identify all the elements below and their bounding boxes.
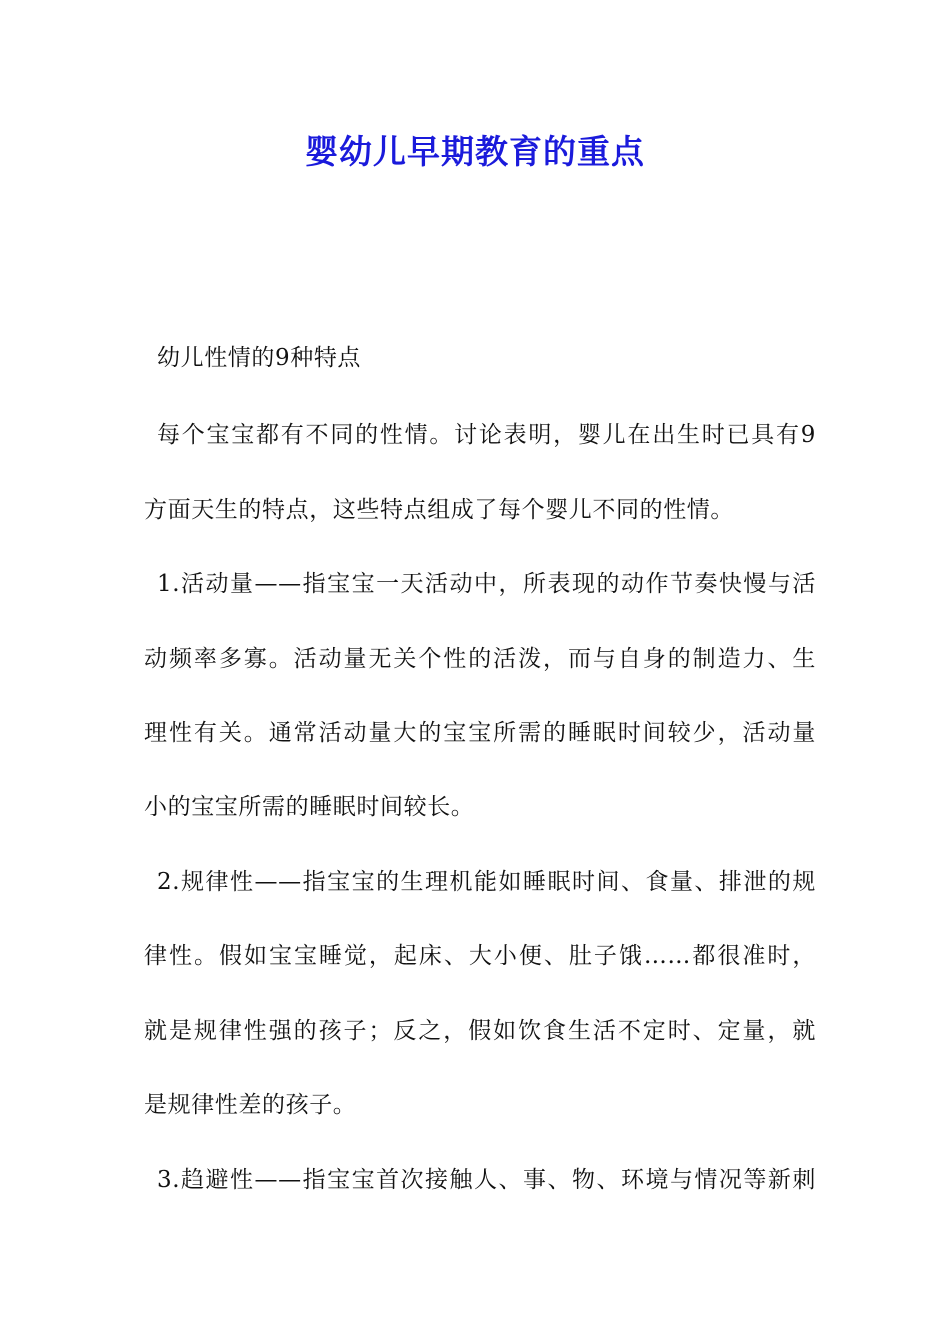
paragraph-line: 3.趋避性——指宝宝首次接触人、事、物、环境与情况等新刺 (157, 1167, 816, 1193)
paragraph-line: 就是规律性强的孩子；反之，假如饮食生活不定时、定量，就 (144, 1018, 816, 1044)
paragraph-line: 2.规律性——指宝宝的生理机能如睡眠时间、食量、排泄的规 (157, 869, 816, 895)
paragraph-line: 是规律性差的孩子。 (144, 1092, 357, 1118)
paragraph-line: 小的宝宝所需的睡眠时间较长。 (144, 794, 475, 820)
paragraph-line: 1.活动量——指宝宝一天活动中，所表现的动作节奏快慢与活 (157, 571, 816, 597)
paragraph-line: 方面天生的特点，这些特点组成了每个婴儿不同的性情。 (144, 497, 734, 523)
document-title: 婴幼儿早期教育的重点 (305, 132, 645, 171)
section-heading: 幼儿性情的9种特点 (157, 345, 362, 371)
paragraph-line: 每个宝宝都有不同的性情。讨论表明，婴儿在出生时已具有9 (157, 422, 816, 448)
paragraph-line: 理性有关。通常活动量大的宝宝所需的睡眠时间较少，活动量 (144, 720, 816, 746)
paragraph-line: 律性。假如宝宝睡觉，起床、大小便、肚子饿……都很准时， (144, 943, 816, 969)
paragraph-line: 动频率多寡。活动量无关个性的活泼，而与自身的制造力、生 (144, 646, 816, 672)
